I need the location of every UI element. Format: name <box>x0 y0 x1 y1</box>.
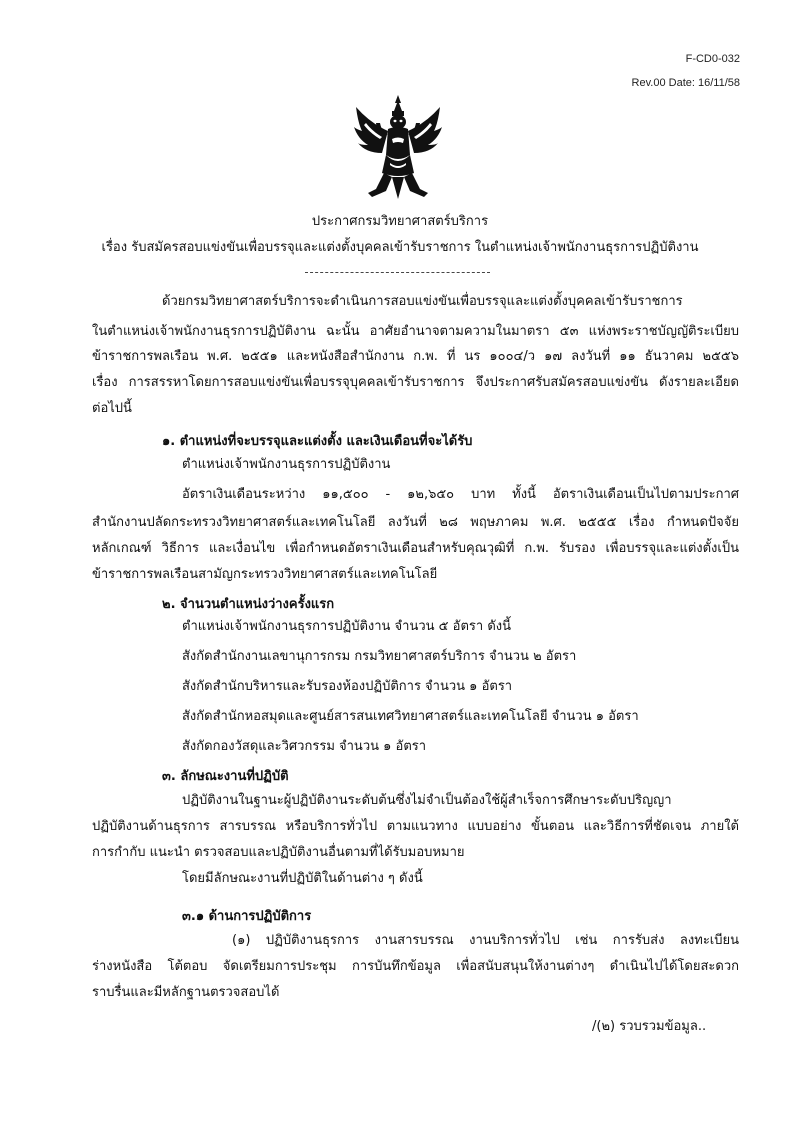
section-3-1-heading: ๓.๑ ด้านการปฏิบัติการ <box>182 909 312 924</box>
garuda-emblem-icon <box>352 93 444 201</box>
title-divider <box>305 272 490 273</box>
section-3-heading: ๓. ลักษณะงานที่ปฏิบัติ <box>162 769 289 784</box>
announcement-subject: เรื่อง รับสมัครสอบแข่งขันเพื่อบรรจุและแต่งตั้งบุคคลเข้ารับราชการ ในตำแหน่งเจ้าพนักงานธุรการปฏิบัติงาน <box>101 240 699 255</box>
section-2-item: สังกัดสำนักหอสมุดและศูนย์สารสนเทศวิทยาศาสตร์และเทคโนโลยี จำนวน ๑ อัตรา <box>182 709 639 724</box>
section-2-item: ตำแหน่งเจ้าพนักงานธุรการปฏิบัติงาน จำนวน ๕ อัตรา ดังนี้ <box>182 619 511 634</box>
section-3-1-body-line: ร่างหนังสือ โต้ตอบ จัดเตรียมการประชุม การบันทึกข้อมูล เพื่อสนับสนุนให้งานต่างๆ ดำเนินไปได้โดยสะดวก <box>92 959 739 974</box>
intro-line: เรื่อง การสรรหาโดยการสอบแข่งขันเพื่อบรรจุบุคคลเข้ารับราชการ จึงประกาศรับสมัครสอบแข่งขัน ดังรายละเอียด <box>92 375 739 390</box>
section-1-heading: ๑. ตำแหน่งที่จะบรรจุและแต่งตั้ง และเงินเดือนที่จะได้รับ <box>162 434 473 449</box>
section-2-item: สังกัดสำนักงานเลขานุการกรม กรมวิทยาศาสตร์บริการ จำนวน ๒ อัตรา <box>182 649 577 664</box>
intro-line: ข้าราชการพลเรือน พ.ศ. ๒๕๕๑ และหนังสือสำนักงาน ก.พ. ที่ นร ๑๐๐๔/ว ๑๗ ลงวันที่ ๑๑ ธันวาคม ๒๕๕๖ <box>92 349 739 364</box>
section-1-salary-line: ข้าราชการพลเรือนสามัญกระทรวงวิทยาศาสตร์และเทคโนโลยี <box>92 567 438 582</box>
section-3-1-body-line: ราบรื่นและมีหลักฐานตรวจสอบได้ <box>92 985 280 1000</box>
page-continuation: /(๒) รวบรวมข้อมูล.. <box>592 1019 707 1034</box>
announcement-title: ประกาศกรมวิทยาศาสตร์บริการ <box>311 214 489 229</box>
section-2-item: สังกัดกองวัสดุและวิศวกรรม จำนวน ๑ อัตรา <box>182 739 427 754</box>
section-3-body-line: ปฏิบัติงานด้านธุรการ สารบรรณ หรือบริการทั่วไป ตามแนวทาง แบบอย่าง ขั้นตอน และวิธีการที่ชัดเจน ภายใต้ <box>92 819 739 834</box>
section-1-salary-line: อัตราเงินเดือนระหว่าง ๑๑,๕๐๐ - ๑๒,๖๕๐ บาท ทั้งนี้ อัตราเงินเดือนเป็นไปตามประกาศ <box>182 487 739 502</box>
intro-line: ด้วยกรมวิทยาศาสตร์บริการจะดำเนินการสอบแข่งขันเพื่อบรรจุและแต่งตั้งบุคคลเข้ารับราชการ <box>162 294 683 309</box>
document-code: F-CD0-032 <box>685 53 740 65</box>
section-1-position: ตำแหน่งเจ้าพนักงานธุรการปฏิบัติงาน <box>182 457 391 472</box>
section-3-body-line: ปฏิบัติงานในฐานะผู้ปฏิบัติงานระดับต้นซึ่งไม่จำเป็นต้องใช้ผู้สำเร็จการศึกษาระดับปริญญา <box>182 793 672 808</box>
section-3-fields-intro: โดยมีลักษณะงานที่ปฏิบัติในด้านต่าง ๆ ดังนี้ <box>182 871 423 886</box>
intro-line: ต่อไปนี้ <box>92 401 132 416</box>
section-1-salary-line: หลักเกณฑ์ วิธีการ และเงื่อนไข เพื่อกำหนดอัตราเงินเดือนสำหรับคุณวุฒิที่ ก.พ. รับรอง เพื่อบรรจุและแต่งตั้งเป็น <box>92 541 739 556</box>
section-2-heading: ๒. จำนวนตำแหน่งว่างครั้งแรก <box>162 597 335 612</box>
revision-date: Rev.00 Date: 16/11/58 <box>631 77 740 89</box>
section-3-1-body-line: (๑) ปฏิบัติงานธุรการ งานสารบรรณ งานบริการทั่วไป เช่น การรับส่ง ลงทะเบียน <box>232 933 739 948</box>
intro-line: ในตำแหน่งเจ้าพนักงานธุรการปฏิบัติงาน ฉะนั้น อาศัยอำนาจตามความในมาตรา ๕๓ แห่งพระราชบัญญัติระเบียบ <box>92 324 739 339</box>
section-3-body-line: การกำกับ แนะนำ ตรวจสอบและปฏิบัติงานอื่นตามที่ได้รับมอบหมาย <box>92 845 465 860</box>
section-1-salary-line: สำนักงานปลัดกระทรวงวิทยาศาสตร์และเทคโนโลยี ลงวันที่ ๒๘ พฤษภาคม พ.ศ. ๒๕๕๕ เรื่อง กำหนดปัจจัย <box>92 515 739 530</box>
section-2-item: สังกัดสำนักบริหารและรับรองห้องปฏิบัติการ จำนวน ๑ อัตรา <box>182 679 513 694</box>
